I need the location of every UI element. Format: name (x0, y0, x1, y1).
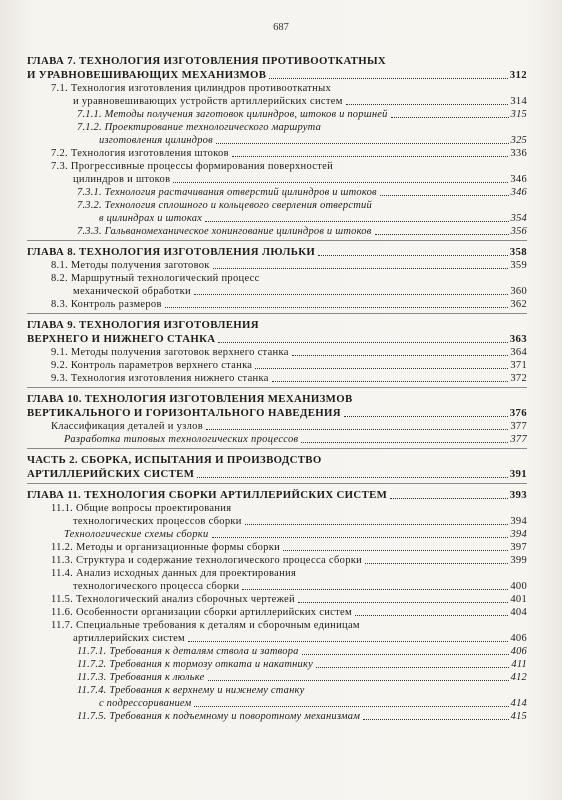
toc-section-entry[interactable] (27, 199, 527, 225)
toc-entry-title: ГЛАВА 8. ТЕХНОЛОГИЯ ИЗГОТОВЛЕНИЯ ЛЮЛЬКИ (27, 246, 316, 258)
toc-entry-title: Классификация деталей и узлов (51, 421, 203, 432)
dot-leader (213, 268, 509, 269)
toc-entry-title: 7.3.3. Гальваномеханическое хонингование цилиндров и штоков (77, 226, 372, 237)
toc-page-number: 376 (509, 407, 527, 419)
toc-page-number: 414 (510, 698, 527, 709)
toc-page-number: 412 (510, 672, 527, 683)
toc-section-entry[interactable] (27, 606, 527, 619)
toc-chapter-entry[interactable] (27, 488, 527, 502)
toc-entry-title: механической обработки (73, 286, 191, 297)
toc-entry-title: 11.7.1. Требования к деталям ствола и затвора (77, 646, 299, 657)
dot-leader (272, 381, 509, 382)
toc-section-entry[interactable] (27, 645, 527, 658)
toc-page-number: 406 (510, 646, 527, 657)
dot-leader (269, 78, 507, 79)
toc-page-number: 354 (510, 213, 527, 224)
toc-page-number: 336 (510, 148, 527, 159)
toc-page-number: 399 (510, 555, 527, 566)
toc-page-number: 394 (510, 529, 527, 540)
toc-entry-title: изготовления цилиндров (99, 135, 213, 146)
toc-entry-title: 7.1. Технология изготовления цилиндров противооткатных (51, 83, 332, 94)
toc-chapter-entry[interactable] (27, 245, 527, 259)
toc-chapter-entry[interactable] (27, 453, 527, 481)
toc-entry-title: 11.5. Технологический анализ сборочных чертежей (51, 594, 295, 605)
toc-page-number: 312 (509, 69, 527, 81)
dot-leader (242, 589, 508, 590)
toc-entry-title: ГЛАВА 11. ТЕХНОЛОГИЯ СБОРКИ АРТИЛЛЕРИЙСКИХ СИСТЕМ (27, 489, 388, 501)
toc-entry-title: 8.1. Методы получения заготовок (51, 260, 210, 271)
dot-leader (165, 307, 509, 308)
toc-entry-title: ВЕРТИКАЛЬНОГО И ГОРИЗОНТАЛЬНОГО НАВЕДЕНИЯ (27, 407, 341, 419)
dot-leader (344, 416, 508, 417)
toc-page-number: 401 (510, 594, 527, 605)
toc-page-number: 377 (510, 421, 527, 432)
toc-page-number: 394 (510, 516, 527, 527)
toc-page-number: 377 (510, 434, 527, 445)
toc-page-number: 314 (510, 96, 527, 107)
toc-section-entry[interactable] (27, 147, 527, 160)
toc-page-number: 363 (509, 333, 527, 345)
toc-page-number: 406 (510, 633, 527, 644)
toc-entry-title: ЧАСТЬ 2. СБОРКА, ИСПЫТАНИЯ И ПРОИЗВОДСТВО (27, 454, 322, 466)
toc-page-number: 356 (510, 226, 527, 237)
dot-leader (363, 719, 508, 720)
dot-leader (255, 368, 508, 369)
toc-page-number: 362 (510, 299, 527, 310)
toc-entry-title: 7.2. Технология изготовления штоков (51, 148, 229, 159)
toc-chapter-entry[interactable] (27, 54, 527, 82)
dot-leader (232, 156, 508, 157)
dot-leader (206, 429, 508, 430)
toc-page-number: 360 (510, 286, 527, 297)
toc-entry-title: 11.7.5. Требования к подъемному и поворотному механизмам (77, 711, 361, 722)
toc-section-entry[interactable] (27, 372, 527, 385)
toc-section-entry[interactable] (27, 346, 527, 359)
toc-entry-title: 11.6. Особенности организации сборки артиллерийских систем (51, 607, 352, 618)
toc-page-number: 371 (510, 360, 527, 371)
toc-section-entry[interactable] (27, 108, 527, 121)
toc-entry-title: 11.3. Структура и содержание технологического процесса сборки (51, 555, 363, 566)
toc-page-number: 364 (510, 347, 527, 358)
toc-section-entry[interactable] (27, 593, 527, 606)
table-of-contents (27, 50, 527, 723)
toc-entry-title: 11.1. Общие вопросы проектирования (51, 503, 232, 514)
toc-page-number: 397 (510, 542, 527, 553)
toc-entry-title: 7.1.2. Проектирование технологического маршрута (77, 122, 322, 133)
toc-entry-title: 8.3. Контроль размеров (51, 299, 162, 310)
dot-leader (380, 195, 509, 196)
toc-page-number: 358 (509, 246, 527, 258)
toc-entry-title: 7.3. Прогрессивные процессы формирования поверхностей (51, 161, 334, 172)
dot-leader (283, 550, 508, 551)
section-divider (27, 313, 527, 314)
toc-entry-title: технологических процессов сборки (73, 516, 242, 527)
toc-entry-title: и уравновешивающих устройств артиллерийских систем (73, 96, 343, 107)
dot-leader (292, 355, 509, 356)
dot-leader (188, 641, 508, 642)
toc-entry-title: 11.2. Методы и организационные формы сборки (51, 542, 281, 553)
toc-entry-title: ГЛАВА 7. ТЕХНОЛОГИЯ ИЗГОТОВЛЕНИЯ ПРОТИВООТКАТНЫХ (27, 55, 387, 67)
toc-chapter-entry[interactable] (27, 392, 527, 420)
toc-section-entry[interactable] (27, 359, 527, 372)
toc-entry-title: Технологические схемы сборки (64, 529, 209, 540)
toc-entry-title: И УРАВНОВЕШИВАЮЩИХ МЕХАНИЗМОВ (27, 69, 267, 81)
dot-leader (205, 221, 509, 222)
dot-leader (218, 342, 507, 343)
toc-entry-title: 7.3.1. Технология растачивания отверстий цилиндров и штоков (77, 187, 377, 198)
toc-entry-title: технологического процесса сборки (73, 581, 240, 592)
dot-leader (302, 654, 509, 655)
dot-leader (245, 524, 509, 525)
dot-leader (346, 104, 509, 105)
toc-entry-title: 11.7.2. Требования к тормозу отката и накатнику (77, 659, 313, 670)
toc-section-entry[interactable] (27, 658, 527, 671)
dot-leader (197, 477, 507, 478)
toc-entry-title: 9.3. Технология изготовления нижнего станка (51, 373, 269, 384)
toc-section-entry[interactable] (27, 671, 527, 684)
toc-entry-title: Разработка типовых технологических процессов (64, 434, 299, 445)
toc-page-number: 346 (510, 187, 527, 198)
toc-entry-title: артиллерийских систем (73, 633, 185, 644)
toc-entry-title: 9.2. Контроль параметров верхнего станка (51, 360, 253, 371)
toc-section-entry[interactable] (27, 420, 527, 433)
toc-entry-title: 11.7. Специальные требования к деталям и сборочным единицам (51, 620, 360, 631)
dot-leader (365, 563, 508, 564)
toc-page-number: 315 (510, 109, 527, 120)
toc-section-entry[interactable] (27, 225, 527, 238)
toc-entry-title: АРТИЛЛЕРИЙСКИХ СИСТЕМ (27, 468, 195, 480)
toc-section-entry[interactable] (27, 272, 527, 298)
toc-section-entry[interactable] (27, 710, 527, 723)
toc-page-number: 372 (510, 373, 527, 384)
toc-section-entry[interactable] (27, 160, 527, 186)
toc-entry-title: ВЕРХНЕГО И НИЖНЕГО СТАНКА (27, 333, 216, 345)
toc-section-entry[interactable] (27, 619, 527, 645)
toc-entry-title: 11.7.3. Требования к люльке (77, 672, 205, 683)
dot-leader (212, 537, 509, 538)
toc-entry-title: с подрессориванием (99, 698, 192, 709)
toc-page-number: 411 (511, 659, 527, 670)
toc-page-number: 404 (510, 607, 527, 618)
toc-entry-title: 8.2. Маршрутный технологический процесс (51, 273, 260, 284)
dot-leader (375, 234, 509, 235)
toc-page-number: 359 (510, 260, 527, 271)
dot-leader (390, 498, 508, 499)
dot-leader (194, 706, 508, 707)
toc-entry-title: 11.4. Анализ исходных данных для проектирования (51, 568, 297, 579)
toc-section-entry[interactable] (27, 433, 527, 446)
toc-section-entry[interactable] (27, 684, 527, 710)
toc-entry-title: в цилиндрах и штоках (99, 213, 203, 224)
section-divider (27, 483, 527, 484)
toc-section-entry[interactable] (27, 298, 527, 311)
toc-page-number: 325 (510, 135, 527, 146)
toc-entry-title: 7.1.1. Методы получения заготовок цилиндров, штоков и поршней (77, 109, 388, 120)
toc-section-entry[interactable] (27, 528, 527, 541)
dot-leader (194, 294, 508, 295)
toc-section-entry[interactable] (27, 541, 527, 554)
toc-section-entry[interactable] (27, 82, 527, 108)
section-divider (27, 387, 527, 388)
section-divider (27, 448, 527, 449)
dot-leader (318, 255, 508, 256)
toc-entry-title: ГЛАВА 10. ТЕХНОЛОГИЯ ИЗГОТОВЛЕНИЯ МЕХАНИЗМОВ (27, 393, 353, 405)
toc-page-number: 391 (509, 468, 527, 480)
toc-section-entry[interactable] (27, 567, 527, 593)
toc-section-entry[interactable] (27, 554, 527, 567)
toc-page-number: 400 (510, 581, 527, 592)
toc-entry-title: 7.3.2. Технология сплошного и кольцевого сверления отверстий (77, 200, 372, 211)
dot-leader (301, 442, 508, 443)
toc-section-entry[interactable] (27, 186, 527, 199)
toc-entry-title: 9.1. Методы получения заготовок верхнего станка (51, 347, 289, 358)
dot-leader (298, 602, 508, 603)
toc-entry-title: ГЛАВА 9. ТЕХНОЛОГИЯ ИЗГОТОВЛЕНИЯ (27, 319, 259, 331)
dot-leader (316, 667, 509, 668)
toc-page-number: 393 (509, 489, 527, 501)
page-number: 687 (273, 22, 289, 33)
toc-page-number: 346 (510, 174, 527, 185)
section-divider (27, 240, 527, 241)
dot-leader (173, 182, 508, 183)
dot-leader (355, 615, 508, 616)
toc-page-number: 415 (510, 711, 527, 722)
toc-entry-title: 11.7.4. Требования к верхнему и нижнему станку (77, 685, 305, 696)
toc-entry-title: цилиндров и штоков (73, 174, 171, 185)
toc-section-entry[interactable] (27, 259, 527, 272)
toc-chapter-entry[interactable] (27, 318, 527, 346)
dot-leader (391, 117, 509, 118)
toc-section-entry[interactable] (27, 502, 527, 528)
toc-section-entry[interactable] (27, 121, 527, 147)
dot-leader (216, 143, 509, 144)
dot-leader (208, 680, 509, 681)
